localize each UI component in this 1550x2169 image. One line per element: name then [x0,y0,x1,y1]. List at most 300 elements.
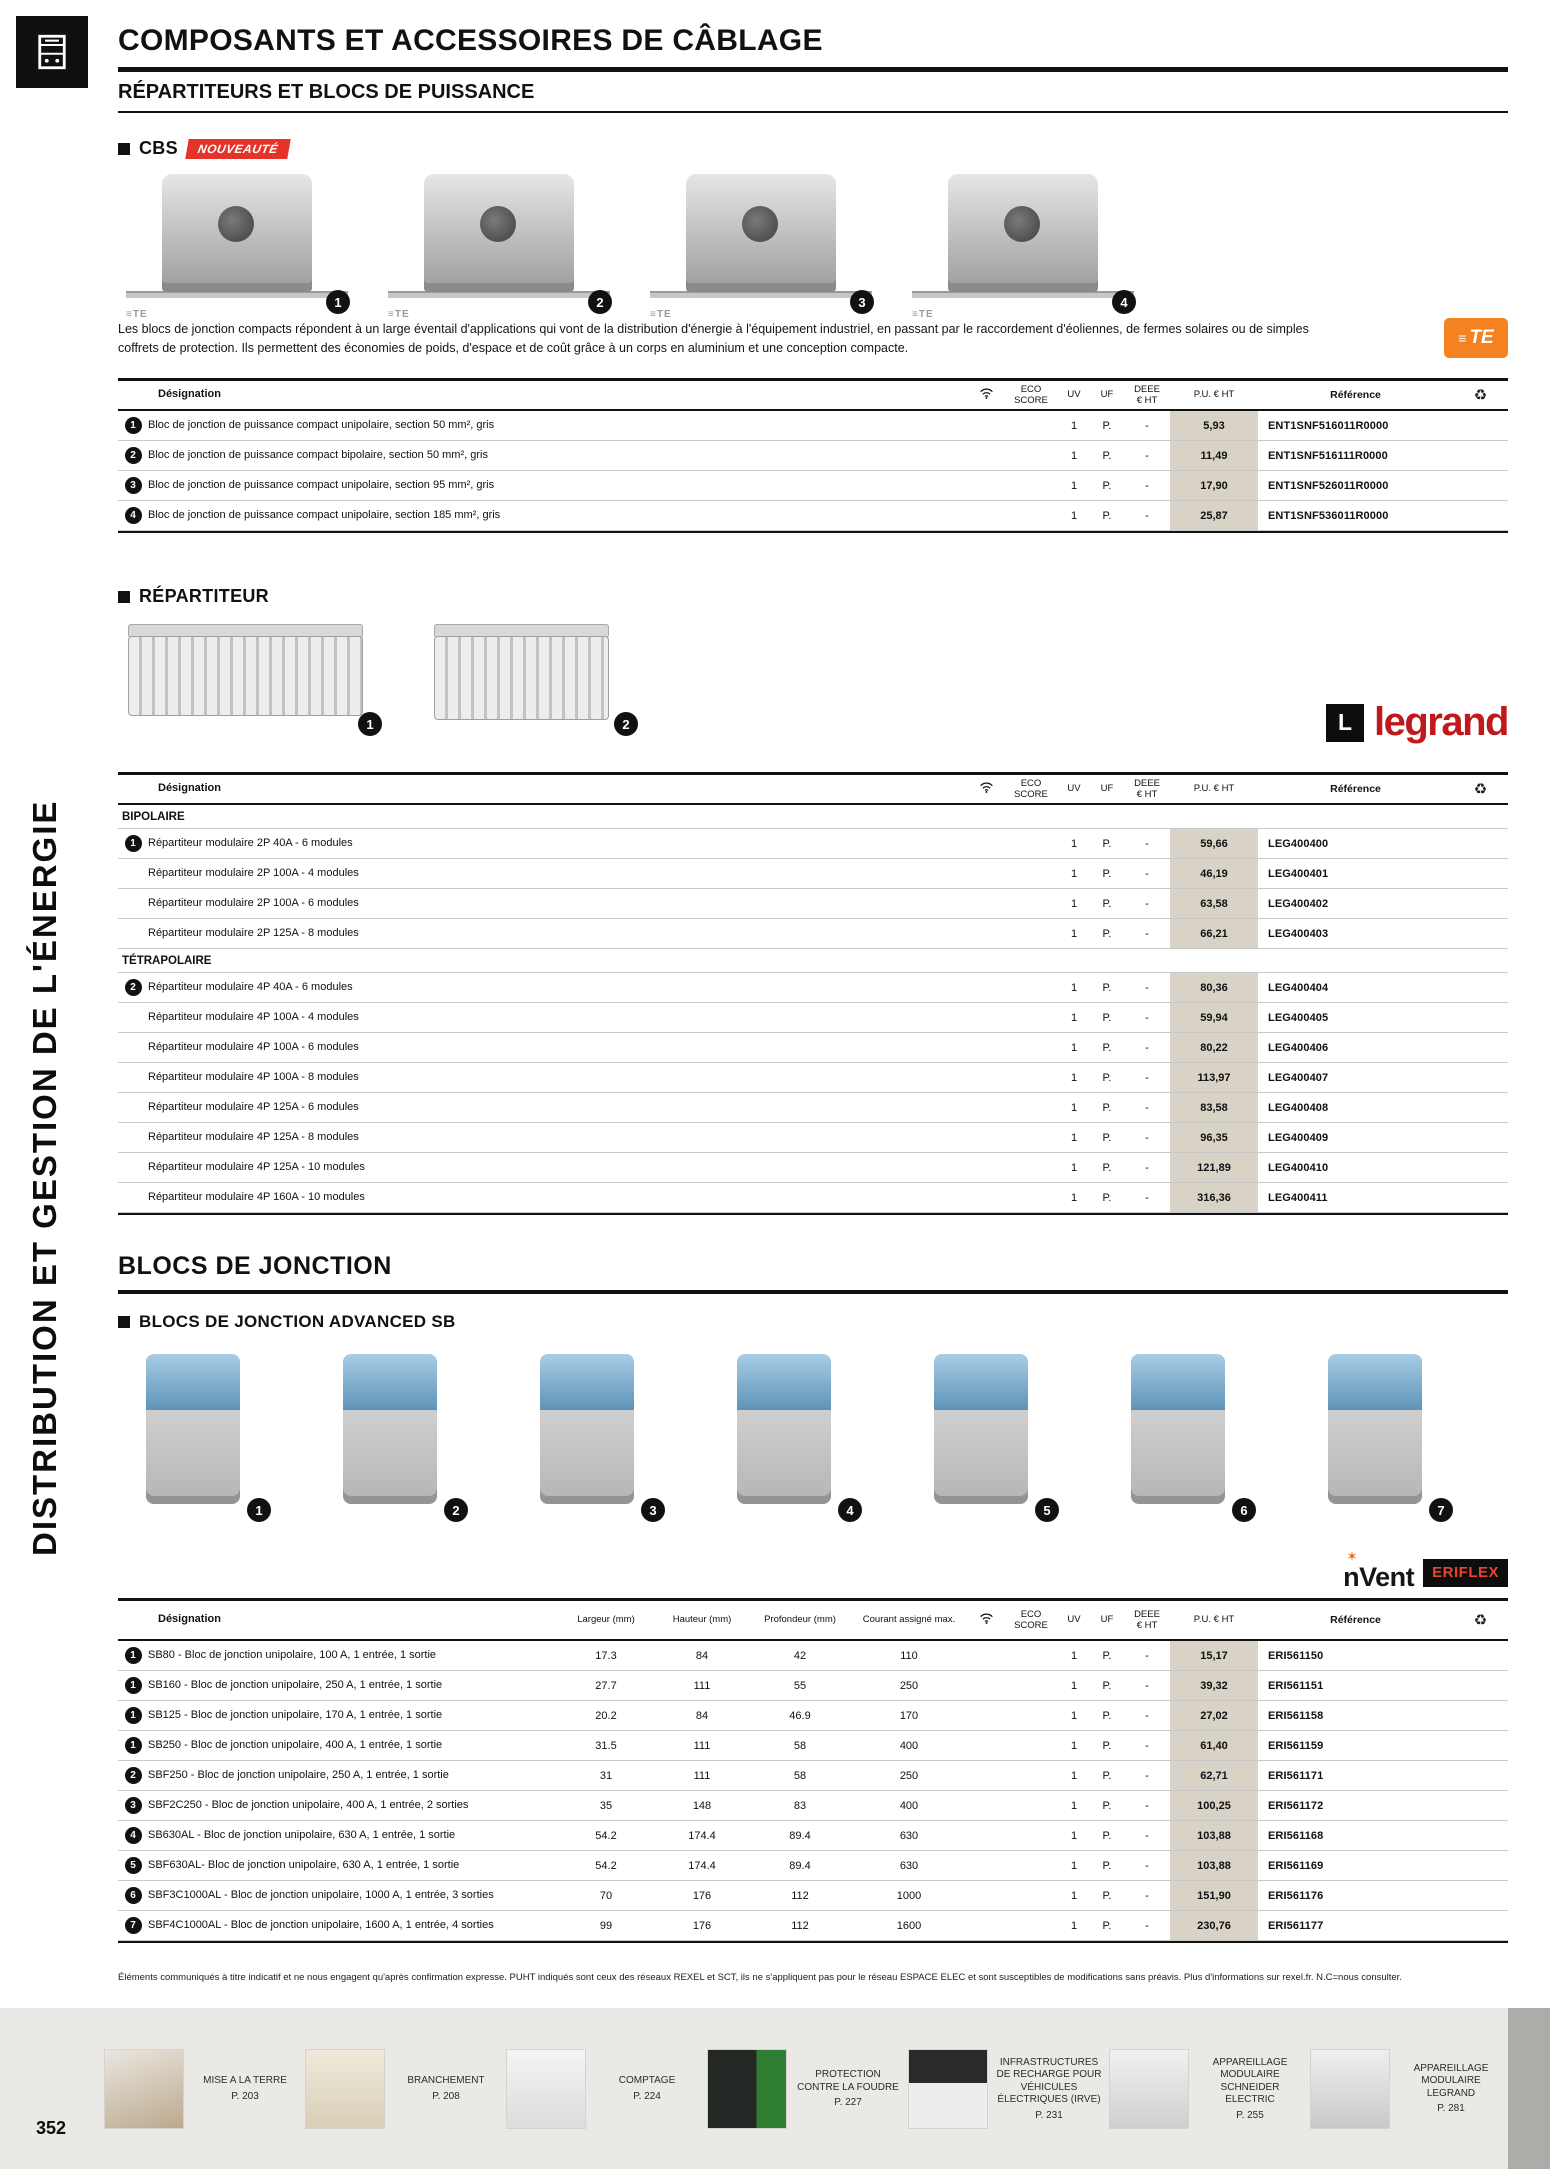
reference-value: LEG400408 [1268,1101,1329,1114]
deee-value: - [1145,837,1149,850]
product-number-badge: 1 [358,712,382,736]
uv-value: 1 [1070,1041,1078,1054]
bottom-nav-thumbnail [305,2049,385,2129]
deee-value: - [1145,1799,1149,1812]
din-rail [388,291,610,298]
deee-value: - [1145,1919,1149,1932]
bottom-nav-thumbnail [104,2049,184,2129]
bottom-nav-page-ref: P. 255 [1236,2109,1264,2121]
terminal-hole [218,206,254,242]
te-watermark: ≡TE [388,309,410,320]
reference-value: LEG400402 [1268,897,1329,910]
deee-value: - [1145,867,1149,880]
price-value: 15,17 [1170,1641,1258,1670]
reference-value: ERI561168 [1268,1829,1324,1842]
uf-value: P. [1102,1829,1112,1842]
bottom-nav-page-ref: P. 281 [1437,2103,1465,2115]
price-value: 39,32 [1170,1671,1258,1700]
wifi-icon [968,1611,1004,1629]
uv-value: 1 [1070,1889,1078,1902]
largeur-value: 17.3 [595,1649,617,1662]
reference-column-header: Référence [1330,782,1381,795]
chapter-vertical-title: DISTRIBUTION ET GESTION DE L'ÉNERGIE [26,799,63,1556]
hauteur-value: 84 [695,1649,709,1662]
terminal-hole [480,206,516,242]
nouveaute-badge: NOUVEAUTÉ [185,139,290,159]
product-photo-sb-7 [1282,1342,1467,1524]
reference-value: LEG400409 [1268,1131,1329,1144]
product-designation: Bloc de jonction de puissance compact unipolaire, section 185 mm², gris [148,508,501,521]
product-designation: SB250 - Bloc de jonction unipolaire, 400 A, 1 entrée, 1 sortie [148,1738,443,1751]
table-row [118,1731,1508,1761]
sb-block-cover [146,1354,240,1410]
bottom-nav-item[interactable] [908,2049,1103,2129]
row-number-badge: 1 [118,1737,148,1754]
profondeur-value: 55 [793,1679,807,1692]
deee-value: - [1145,927,1149,940]
price-value: 80,22 [1170,1033,1258,1062]
repartiteur-section-label: RÉPARTITEUR [139,586,269,606]
table-row [118,889,1508,919]
reference-value: ERI561151 [1268,1679,1324,1692]
product-photo-sb-4 [691,1342,876,1524]
row-number-badge: 4 [118,1827,148,1844]
row-number-badge: 2 [118,979,148,996]
hauteur-column-header: Hauteur (mm) [672,1614,732,1626]
sb-block-cover [540,1354,634,1410]
largeur-value: 20.2 [595,1709,617,1722]
wifi-icon [968,386,1004,404]
page-title: COMPOSANTS ET ACCESSOIRES DE CÂBLAGE [118,24,1508,72]
table-row [118,1671,1508,1701]
reference-value: LEG400401 [1268,867,1329,880]
product-number-badge: 2 [444,1498,468,1522]
uf-value: P. [1102,1191,1112,1204]
table-row [118,1641,1508,1671]
reference-value: ENT1SNF536011R0000 [1268,509,1389,522]
table-row [118,1033,1508,1063]
product-designation: Répartiteur modulaire 4P 125A - 10 modules [148,1160,365,1173]
legal-footnote: Éléments communiqués à titre indicatif et ne nous engagent qu'après confirmation expresse. PUHT indiqués sont ceux des réseaux REXEL et SCT, ils ne s'appliquent pas pour le réseau ESPACE ELEC et sont susceptibles de modifications sans préavis. Plus d'informations sur rexel.fr. N.C=nous consulter. [118,1972,1402,1983]
uv-value: 1 [1070,1191,1078,1204]
product-photo-sb-5 [888,1342,1073,1524]
uv-column-header: UV [1067,783,1081,795]
profondeur-value: 112 [791,1919,809,1932]
price-value: 62,71 [1170,1761,1258,1790]
product-designation: Bloc de jonction de puissance compact unipolaire, section 50 mm², gris [148,418,495,431]
reference-column-header: Référence [1330,388,1381,401]
row-number-badge: 3 [118,477,148,494]
price-value: 230,76 [1170,1911,1258,1940]
sb-table-body [118,1641,1508,1941]
bottom-nav-page-ref: P. 203 [231,2090,259,2102]
deee-value: - [1145,981,1149,994]
largeur-value: 35 [599,1799,613,1812]
price-value: 316,36 [1170,1183,1258,1212]
largeur-column-header: Largeur (mm) [577,1614,635,1626]
table-row [118,471,1508,501]
reference-value: LEG400405 [1268,1011,1329,1024]
bottom-nav-label: BRANCHEMENT [407,2075,485,2087]
table-group-header: BIPOLAIRE [118,805,1508,829]
section-square-marker [118,1316,130,1328]
bottom-nav-caption [392,2075,500,2102]
uv-value: 1 [1070,1739,1078,1752]
din-rail [650,291,872,298]
price-value: 103,88 [1170,1851,1258,1880]
table-group-header: TÉTRAPOLAIRE [118,949,1508,973]
product-photo-sb-6 [1085,1342,1270,1524]
courant-value: 250 [899,1679,919,1692]
product-number-badge: 1 [247,1498,271,1522]
bottom-nav-thumbnail [1310,2049,1390,2129]
row-number-badge: 2 [118,1767,148,1784]
product-photo-repartiteur-2 [424,618,640,740]
recycle-icon: ♻ [1473,780,1488,798]
table-row [118,1881,1508,1911]
product-designation: Répartiteur modulaire 4P 100A - 8 modules [148,1070,359,1083]
table-row [118,1911,1508,1941]
recycle-icon: ♻ [1473,386,1488,404]
product-photo-repartiteur-1 [118,618,384,740]
reference-value: ENT1SNF526011R0000 [1268,479,1389,492]
terminal-hole [1004,206,1040,242]
reference-value: ERI561177 [1268,1919,1324,1932]
bottom-nav-item[interactable] [305,2049,500,2129]
deee-value: - [1145,1859,1149,1872]
uv-value: 1 [1070,1649,1078,1662]
din-rail [126,291,348,298]
reference-value: LEG400403 [1268,927,1329,940]
designation-column-header: Désignation [158,388,221,401]
bottom-nav-item[interactable] [506,2049,701,2129]
product-photo-cbs-4 [904,168,1142,320]
sb-block-cover [1328,1354,1422,1410]
table-row [118,1003,1508,1033]
table-header [118,381,1508,411]
repartiteur-modules [128,636,363,716]
courant-value: 250 [899,1769,919,1782]
uv-value: 1 [1070,419,1078,432]
product-designation: Répartiteur modulaire 2P 100A - 6 modules [148,896,359,909]
price-value: 46,19 [1170,859,1258,888]
uf-value: P. [1102,1041,1112,1054]
bottom-nav-item[interactable] [1310,2049,1505,2129]
bottom-nav-strip [0,2008,1550,2169]
reference-value: ERI561169 [1268,1859,1324,1872]
deee-value: - [1145,1769,1149,1782]
row-number-badge: 1 [118,835,148,852]
badge-column-header [118,393,148,397]
table-row [118,1821,1508,1851]
product-designation: Répartiteur modulaire 2P 40A - 6 modules [148,836,353,849]
reference-value: LEG400406 [1268,1041,1329,1054]
blocs-section-title: BLOCS DE JONCTION [118,1252,1508,1294]
reference-value: LEG400407 [1268,1071,1329,1084]
row-number-badge: 1 [118,417,148,434]
product-photo-sb-3 [494,1342,679,1524]
uf-value: P. [1102,509,1112,522]
bottom-nav-item[interactable] [1109,2049,1304,2129]
hauteur-value: 148 [692,1799,712,1812]
hauteur-value: 176 [692,1889,712,1902]
product-designation: SB160 - Bloc de jonction unipolaire, 250 A, 1 entrée, 1 sortie [148,1678,443,1691]
courant-value: 1000 [896,1889,922,1902]
bottom-nav-label: APPAREILLAGE MODULAIRE LEGRAND [1413,2062,1489,2099]
product-number-badge: 7 [1429,1498,1453,1522]
bottom-nav-label: COMPTAGE [618,2075,676,2087]
bottom-nav-label: MISE A LA TERRE [203,2075,287,2087]
reference-value: ERI561171 [1268,1769,1324,1782]
price-value: 17,90 [1170,471,1258,500]
uv-value: 1 [1070,1101,1078,1114]
deee-value: - [1145,1161,1149,1174]
largeur-value: 31 [599,1769,613,1782]
uv-value: 1 [1070,1709,1078,1722]
hauteur-value: 111 [693,1769,711,1782]
profondeur-value: 112 [791,1889,809,1902]
repartiteur-table-body [118,805,1508,1213]
sb-block-cover [1131,1354,1225,1410]
row-number-badge: 1 [118,1677,148,1694]
page-number: 352 [36,2118,67,2138]
table-header [118,775,1508,805]
designation-column-header: Désignation [158,1613,221,1626]
uf-value: P. [1102,419,1112,432]
deee-value: - [1145,1889,1149,1902]
deee-value: - [1145,1041,1149,1054]
uv-value: 1 [1070,1131,1078,1144]
reference-value: LEG400404 [1268,981,1329,994]
row-number-badge: 5 [118,1857,148,1874]
product-number-badge: 3 [850,290,874,314]
uv-value: 1 [1070,927,1078,940]
deee-value: - [1145,1101,1149,1114]
uf-value: P. [1102,1131,1112,1144]
uf-value: P. [1102,1859,1112,1872]
table-row [118,1761,1508,1791]
price-value: 96,35 [1170,1123,1258,1152]
price-value: 5,93 [1170,411,1258,440]
price-value: 103,88 [1170,1821,1258,1850]
product-designation: Répartiteur modulaire 2P 125A - 8 modules [148,926,359,939]
uv-column-header: UV [1067,1614,1081,1626]
profondeur-value: 83 [793,1799,807,1812]
row-number-badge: 2 [118,447,148,464]
courant-value: 170 [899,1709,919,1722]
largeur-value: 31.5 [595,1739,617,1752]
bottom-nav-label: INFRASTRUCTURES DE RECHARGE POUR VÉHICULES ÉLECTRIQUES (IRVE) [996,2056,1102,2105]
designation-column-header: Désignation [158,782,221,795]
deee-value: - [1145,479,1149,492]
product-designation: SBF630AL- Bloc de jonction unipolaire, 630 A, 1 entrée, 1 sortie [148,1858,460,1871]
bottom-nav-item[interactable] [104,2049,299,2129]
te-connectivity-logo [1444,318,1508,358]
bottom-nav-caption [191,2075,299,2102]
uv-value: 1 [1070,1799,1078,1812]
eco-score-column-header: ECO SCORE [1014,383,1048,406]
reference-value: LEG400410 [1268,1161,1329,1174]
uf-value: P. [1102,981,1112,994]
repartiteur-table [118,772,1508,1215]
legrand-logo-text: legrand [1374,700,1508,744]
hauteur-value: 174.4 [688,1829,716,1842]
repartiteur-modules [434,636,609,720]
price-value: 83,58 [1170,1093,1258,1122]
hauteur-value: 111 [693,1739,711,1752]
product-designation: SB80 - Bloc de jonction unipolaire, 100 A, 1 entrée, 1 sortie [148,1648,437,1661]
bottom-nav-page-ref: P. 224 [633,2090,661,2102]
uf-value: P. [1102,897,1112,910]
product-designation: Répartiteur modulaire 4P 125A - 6 modules [148,1100,359,1113]
deee-column-header: DEEE € HT [1134,777,1160,800]
uv-value: 1 [1070,1161,1078,1174]
product-number-badge: 3 [641,1498,665,1522]
eco-score-column-header: ECO SCORE [1014,777,1048,800]
product-designation: SBF4C1000AL - Bloc de jonction unipolaire, 1600 A, 1 entrée, 4 sorties [148,1918,494,1931]
deee-value: - [1145,1071,1149,1084]
cbs-product-photos [118,168,1142,320]
uf-value: P. [1102,1649,1112,1662]
price-value: 27,02 [1170,1701,1258,1730]
deee-column-header: DEEE € HT [1134,383,1160,406]
largeur-value: 54.2 [595,1829,617,1842]
table-row [118,859,1508,889]
uv-value: 1 [1070,1679,1078,1692]
product-photo-sb-2 [297,1342,482,1524]
deee-value: - [1145,1679,1149,1692]
reference-value: ERI561159 [1268,1739,1324,1752]
sb-table [118,1598,1508,1943]
price-value: 61,40 [1170,1731,1258,1760]
courant-value: 630 [899,1829,919,1842]
deee-value: - [1145,1011,1149,1024]
reference-value: LEG400400 [1268,837,1329,850]
row-number-badge: 4 [118,507,148,524]
table-row [118,1063,1508,1093]
bottom-nav-item[interactable] [707,2049,902,2129]
te-logo-text: TE [1469,327,1494,348]
page-header [118,24,1508,113]
hauteur-value: 111 [693,1679,711,1692]
cbs-description: Les blocs de jonction compacts répondent à un large éventail d'applications qui vont de la distribution d'énergie à l'équipement industriel, en passant par le raccordement d'éoliennes, de fermes solaires ou de simples coffrets de protection. Ils permettent des économies de poids, d'espace et de coût grâce à un corps en aluminium et une conception compacte. [118,322,1309,355]
repartiteur-section-header [118,586,269,607]
page-subtitle: RÉPARTITEURS ET BLOCS DE PUISSANCE [118,81,1508,113]
product-photo-cbs-1 [118,168,356,320]
deee-value: - [1145,1191,1149,1204]
uf-value: P. [1102,867,1112,880]
sb-product-photos [100,1342,1467,1524]
nvent-wordmark: ✶ nVent [1343,1548,1415,1592]
energy-section-icon [16,16,88,88]
bottom-nav-caption [593,2075,701,2102]
uv-value: 1 [1070,897,1078,910]
uf-value: P. [1102,1739,1112,1752]
uv-value: 1 [1070,837,1078,850]
bottom-nav-caption [995,2057,1103,2121]
price-column-header: P.U. € HT [1193,1614,1235,1626]
product-designation: SBF250 - Bloc de jonction unipolaire, 250 A, 1 entrée, 1 sortie [148,1768,449,1781]
product-number-badge: 5 [1035,1498,1059,1522]
bottom-nav-thumbnail [506,2049,586,2129]
legrand-logo-mark: L [1326,704,1364,742]
bottom-nav-page-ref: P. 208 [432,2090,460,2102]
product-designation: SB125 - Bloc de jonction unipolaire, 170 A, 1 entrée, 1 sortie [148,1708,443,1721]
product-designation: Répartiteur modulaire 4P 125A - 8 modules [148,1130,359,1143]
reference-value: ERI561158 [1268,1709,1324,1722]
deee-column-header: DEEE € HT [1134,1608,1160,1631]
price-value: 100,25 [1170,1791,1258,1820]
price-value: 80,36 [1170,973,1258,1002]
bottom-nav-thumbnail [1109,2049,1189,2129]
bottom-nav-label: PROTECTION CONTRE LA FOUDRE [797,2069,899,2093]
uf-value: P. [1102,927,1112,940]
courant-value: 110 [900,1649,918,1662]
product-photo-cbs-2 [380,168,618,320]
cbs-section-header [118,138,289,159]
table-row [118,829,1508,859]
row-number-badge: 6 [118,1887,148,1904]
table-row [118,1123,1508,1153]
cbs-table-body [118,411,1508,531]
uv-value: 1 [1070,1919,1078,1932]
reference-value: LEG400411 [1268,1191,1328,1204]
page-edge-block [1508,2008,1550,2169]
price-value: 25,87 [1170,501,1258,530]
section-square-marker [118,143,130,155]
hauteur-value: 174.4 [688,1859,716,1872]
din-rail [912,291,1134,298]
uf-value: P. [1102,1161,1112,1174]
product-designation: Bloc de jonction de puissance compact unipolaire, section 95 mm², gris [148,478,495,491]
table-row [118,1153,1508,1183]
courant-value: 400 [899,1799,919,1812]
eriflex-wordmark: ERIFLEX [1423,1559,1508,1587]
te-watermark: ≡TE [912,309,934,320]
sb-block-cover [737,1354,831,1410]
table-row [118,501,1508,531]
deee-value: - [1145,1739,1149,1752]
uf-value: P. [1102,1769,1112,1782]
price-value: 59,94 [1170,1003,1258,1032]
table-row [118,441,1508,471]
table-row [118,919,1508,949]
deee-value: - [1145,1649,1149,1662]
price-value: 113,97 [1170,1063,1258,1092]
badge-column-header [118,1618,148,1622]
table-row [118,1701,1508,1731]
product-designation: Répartiteur modulaire 2P 100A - 4 modules [148,866,359,879]
largeur-value: 99 [599,1919,613,1932]
uf-column-header: UF [1100,1614,1114,1626]
profondeur-value: 42 [793,1649,807,1662]
product-designation: Bloc de jonction de puissance compact bipolaire, section 50 mm², gris [148,448,488,461]
price-column-header: P.U. € HT [1193,783,1235,795]
uv-value: 1 [1070,509,1078,522]
bottom-nav-caption [1196,2057,1304,2121]
reference-value: ERI561172 [1268,1799,1324,1812]
row-number-badge: 3 [118,1797,148,1814]
profondeur-column-header: Profondeur (mm) [764,1614,836,1626]
product-designation: SB630AL - Bloc de jonction unipolaire, 630 A, 1 entrée, 1 sortie [148,1828,456,1841]
hauteur-value: 176 [692,1919,712,1932]
bottom-nav-thumbnail [908,2049,988,2129]
table-row [118,1183,1508,1213]
courant-value: 400 [899,1739,919,1752]
te-watermark: ≡TE [650,309,672,320]
product-number-badge: 1 [326,290,350,314]
profondeur-value: 89.4 [789,1829,811,1842]
